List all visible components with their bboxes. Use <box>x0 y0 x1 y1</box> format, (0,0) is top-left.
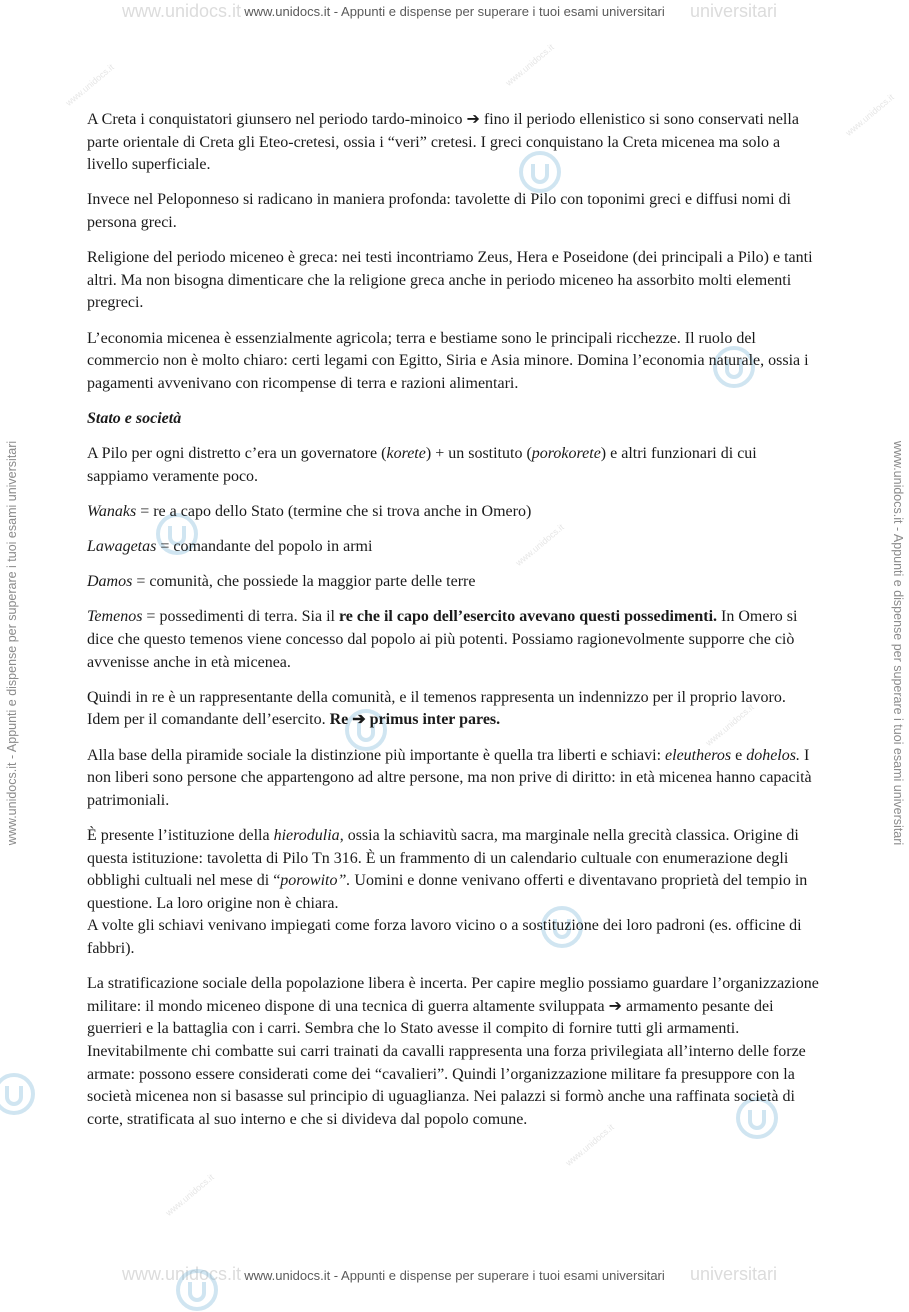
footer-watermark-ghost-left: www.unidocs.it <box>122 1264 242 1284</box>
text: = comandante del popolo in armi <box>156 538 373 556</box>
text: ) + un sostituto ( <box>425 445 532 463</box>
paragraph-stratificazione <box>87 973 820 1131</box>
text: ) e altri funzionari di cui sappiamo veramente poco. <box>87 445 757 485</box>
right-side-watermark: www.unidocs.it - Appunti e dispense per superare i tuoi esami universitari <box>891 440 905 846</box>
diagonal-watermark: www.unidocs.it <box>503 42 556 88</box>
footer-watermark-ghost-right: universitari <box>690 1264 778 1284</box>
text: In Omero si dice che questo temenos viene concesso dal popolo ai più potenti. Possiamo ragionevolmente supporre che ciò avvenisse anche in età micenea. <box>87 608 798 671</box>
term-dohelos: dohelos. <box>746 746 800 764</box>
text: fino il periodo ellenistico si sono conservati nella parte orientale di Creta gli Eteo-cretesi, ossia i “veri” cretesi. I greci conquistano la Creta micenea ma solo a livello superficiale. <box>87 111 799 174</box>
bold-text: Re <box>329 711 353 729</box>
text: A Creta i conquistatori giunsero nel periodo tardo-minoico <box>87 111 467 128</box>
text: La stratificazione sociale della popolazione libera è incerta. Per capire meglio possiamo guardare l’organizzazione militare: il mondo miceneo dispone di una tecnica di guerra altamente sviluppata <box>87 975 819 1015</box>
term-wanaks: Wanaks <box>87 502 137 520</box>
right-arrow-icon: ➔ <box>352 711 366 729</box>
right-arrow-icon: ➔ <box>466 111 480 128</box>
text: È presente l’istituzione della <box>87 826 274 844</box>
definition-lawagetas <box>87 536 820 559</box>
diagonal-watermark: www.unidocs.it <box>703 702 756 748</box>
paragraph-economia: L’economia micenea è essenzialmente agricola; terra e bestiame sono le principali ricchezze. Il ruolo del commercio non è molto chiaro: certi legami con Egitto, Siria e Asia minore. Domina l’economia naturale, ossia i pagamenti avvenivano con ricompense di terra e razioni alimentari. <box>87 329 809 392</box>
bold-text: re che il capo dell’esercito avevano questi possedimenti. <box>338 608 718 626</box>
header-watermark-ghost-right: universitari <box>690 1 778 21</box>
left-side-watermark: www.unidocs.it - Appunti e dispense per superare i tuoi esami universitari <box>5 440 19 846</box>
paragraph-hierodulia <box>87 825 820 961</box>
paragraph-re-temenos <box>87 687 820 732</box>
term-lawagetas: Lawagetas <box>87 538 157 556</box>
text: Uomini e donne venivano offerti e diventavano proprietà del tempio in questione. La loro origine non è chiara. <box>87 872 808 912</box>
paragraph-creta <box>87 109 820 177</box>
term-damos: Damos <box>87 573 133 591</box>
diagonal-watermark: www.unidocs.it <box>63 62 116 108</box>
term-korete: korete <box>386 445 426 463</box>
text: = re a capo dello Stato (termine che si trova anche in Omero) <box>136 502 532 520</box>
text: I non liberi sono persone che appartengono ad altre persone, ma non prive di diritto: in età micenea hanno capacità patrimoniali. <box>87 746 812 809</box>
text: = comunità, che possiede la maggior parte delle terre <box>132 573 476 591</box>
term-porokorete: porokorete <box>531 445 601 463</box>
bold-text: primus inter pares. <box>365 711 501 729</box>
header-watermark: www.unidocs.it - Appunti e dispense per superare i tuoi esami universitari <box>244 4 665 19</box>
text: , ossia la schiavitù sacra, ma marginale nella grecità classica. Origine di questa istituzione: tavoletta di Pilo Tn 316. È un frammento di un calendario cultuale con enumerazione degli obblighi cultuali nel mese di “ <box>87 826 799 890</box>
definition-temenos <box>87 606 820 674</box>
text: A volte gli schiavi venivano impiegati come forza lavoro vicino o a sostituzione dei loro padroni (es. officine di fabbri). <box>87 917 802 957</box>
diagonal-watermark: www.unidocs.it <box>513 522 566 568</box>
paragraph-pilo <box>87 443 820 488</box>
definition-damos <box>87 571 820 594</box>
paragraph-piramide-sociale <box>87 745 820 813</box>
text: Quindi in re è un rappresentante della comunità, e il temenos rappresenta un indennizzo per il proprio lavoro. Idem per il comandante dell’esercito. <box>87 688 786 729</box>
diagonal-watermark: www.unidocs.it <box>163 1172 216 1218</box>
unidocs-logo-icon <box>175 1268 219 1312</box>
right-arrow-icon: ➔ <box>608 997 623 1015</box>
text: armamento pesante dei guerrieri e la battaglia con i carri. Sembra che lo Stato avesse il compito di fornire tutti gli armamenti. Inevitabilmente chi combatte sui carri trainati da cavalli rappresenta una forza privilegiata all’interno delle forze armate: possono essere considerati come dei “cavalieri”. Quindi l’organizzazione militare fa presuppore con la società micenea non si basasse sul principio di uguaglianza. Nei palazzi si formò anche una raffinata società di corte, stratificata al suo interno e che si divideva dal popolo comune. <box>87 997 806 1128</box>
header-watermark-ghost-left: www.unidocs.it <box>122 1 242 21</box>
text: A Pilo per ogni distretto c’era un governatore ( <box>87 445 387 463</box>
term-eleutheros: eleutheros <box>665 746 732 764</box>
definition-wanaks <box>87 501 820 524</box>
footer-watermark: www.unidocs.it - Appunti e dispense per superare i tuoi esami universitari <box>244 1268 665 1283</box>
paragraph-religione: Religione del periodo miceneo è greca: nei testi incontriamo Zeus, Hera e Poseidone (dei principali a Pilo) e tanti altri. Ma non bisogna dimenticare che la religione greca anche in periodo miceneo ha assorbito molti elementi pregreci. <box>87 249 813 312</box>
diagonal-watermark: www.unidocs.it <box>843 92 896 138</box>
text: Alla base della piramide sociale la distinzione più importante è quella tra liberti e schiavi: <box>87 746 666 764</box>
section-heading: Stato e società <box>87 409 182 427</box>
document-body <box>87 109 820 1144</box>
paragraph-peloponneso: Invece nel Peloponneso si radicano in maniera profonda: tavolette di Pilo con toponimi greci e diffusi nomi di persona greci. <box>87 191 791 231</box>
term-hierodulia: hierodulia <box>273 826 340 844</box>
term-temenos: Temenos <box>87 608 143 626</box>
text: = possedimenti di terra. Sia il <box>142 608 339 626</box>
diagonal-watermark: www.unidocs.it <box>563 1122 616 1168</box>
text: e <box>731 746 747 764</box>
unidocs-logo-icon <box>0 1072 36 1116</box>
term-porowito: porowito”. <box>280 872 351 890</box>
